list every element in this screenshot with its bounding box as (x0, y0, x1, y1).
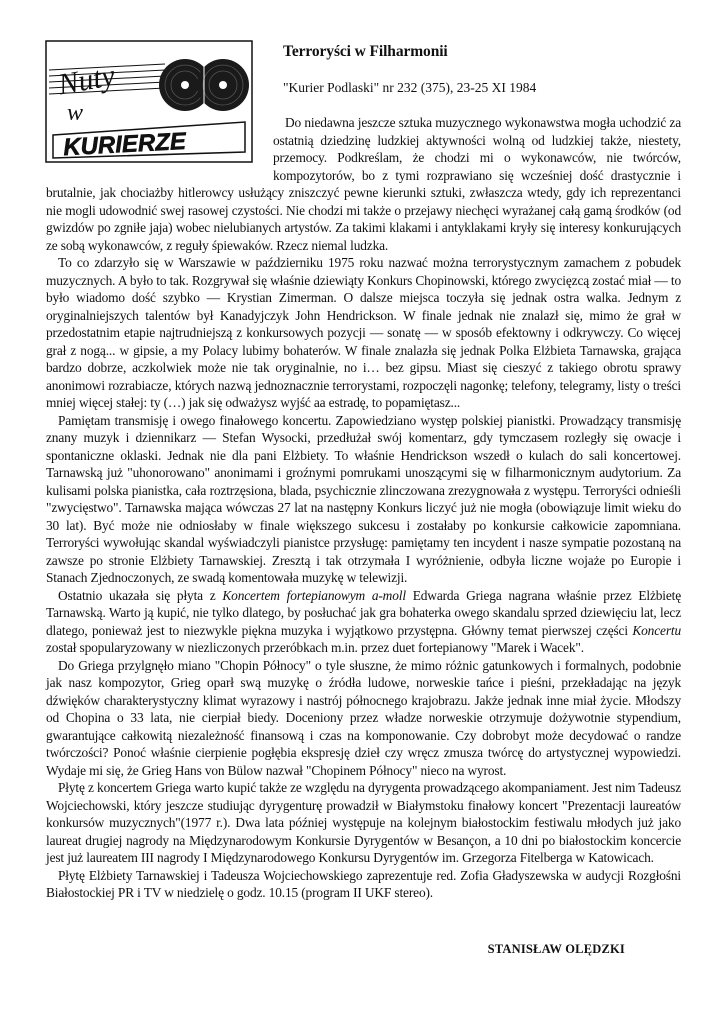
paragraph-text: Płytę z koncertem Griega warto kupić także ze względu na dyrygenta prowadzącego akompaniament. Jest nim Tadeusz Wojciechowski, który jeszcze studiując dyrygenturę prowadził w Białymstoku finałowy koncert "Prezentacji laureatów konkursów muzycznych"(1977 r.). Dwa lata później występuje na kolejnym białostockim festiwalu młodych już jako laureat drugiej nagrody na Międzynarodowym Konkursie Dyrygentów w Besançon, a 10 dni po białostockim koncercie jest już laureatem III nagrody I Międzynarodowego Konkursu Dyrygentów im. Grzegorza Fitelberga w Katowicach. (46, 780, 681, 865)
article-paragraph (46, 657, 681, 780)
paragraph-text: To co zdarzyło się w Warszawie w październiku 1975 roku nazwać można terrorystycznym zamachem z pobudek muzycznych. A było to tak. Rozgrywał się właśnie dziewiąty Konkurs Chopinowski, którego zwycięzcą zostać miał — to było wiadomo dość szybko — Krystian Zimerman. O dalsze miejsca toczyła się jednak ostra walka. Jednym z oryginalniejszych talentów był Kanadyjczyk John Hendrickson. W finale jednak nie znalazł się, mimo że grał w przedostatnim etapie najtrudniejszą z konkursowych pozycji — sonatę — w sposób efektowny i odkrywczy. Co więcej grał z nogą... w gipsie, a my Polacy lubimy bohaterów. W finale znalazła się jednak Polka Elżbieta Tarnawska, grająca bardzo dobrze, aczkolwiek może nie tak oryginalnie, no i… bez gipsu. Miast się cieszyć z takiego obrotu sprawy anonimowi rozrabiacze, których nazwą jednoznacznie terrorystami, rozpoczęli nagonkę; telefony, telegramy, listy o treści mniej więcej stałej: ty (…) jak się odważysz wyjść aa estradę, to popamiętasz... (46, 255, 681, 410)
paragraph-text: Do Griega przylgnęło miano "Chopin Północy" o tyle słuszne, że mimo różnic gatunkowych i formalnych, podobnie jak nasz kompozytor, Grieg oparł swą muzykę o źródła ludowe, norweskie tańce i pieśni, przekładając na język dźwięków charakterystyczny klimat wyrazowy i nastrój północnego krajobrazu. Jakże jednak inne miał życie. Młodszy od Chopina o 33 lata, nie cierpiał biedy. Doceniony przez władze norweskie otrzymuje dożywotnie stypendium, gwarantujące całkowitą niezależność finansową i czas na komponowanie. Czy dobrobyt może decydować o randze twórczości? Ponoć właśnie cierpienie pogłębia ekspresję dzieł czy wręcz zmusza twórcę do artystycznej wypowiedzi. Wydaje mi się, że Grieg Hans von Bülow nazwał "Chopinem Północy" nieco na wyrost. (46, 657, 681, 778)
article-paragraph (46, 587, 681, 657)
article-paragraph (46, 254, 681, 412)
article-body (46, 114, 681, 902)
article-signature: STANISŁAW OLĘDZKI (487, 942, 625, 956)
article-paragraph (46, 867, 681, 902)
paragraph-text: Ostatnio ukazała się płyta z (58, 587, 223, 603)
logo-float-spacer (46, 114, 273, 178)
article-paragraph (46, 779, 681, 867)
article-title: Terroryści w Filharmonii (283, 43, 448, 60)
logo-brand: KURIERZE (62, 127, 187, 162)
paragraph-text: Do niedawna jeszcze sztuka muzycznego wykonawstwa mogła uchodzić za ostatnią dziedzinę ludzkiej aktywności wolną od ludzkiej także, niestety, przemocy. Podkreślam, że chodzi mi o wykonawców, nie twórców, kompozytorów, bo z tymi rozprawiano się wcześniej dość drastycznie i brutalnie, jak chociażby hitlerowcy usłużący zniszczyć pewne kierunki sztuki, zwłaszcza wtedy, gdy ich reprezentanci nie mogli udowodnić swej rasowej czystości. Nie chodzi mi także o przejawy niechęci wyrażanej całą gamą środków (od gwizdów po zgniłe jaja) wobec nielubianych artystów. Za takimi klakami i antyklakami kryły się interesy konkurujących ze sobą wykonawców, z reguły śpiewaków. Rzecz niemal ludzka. (46, 115, 681, 253)
logo-script-line2: w (67, 100, 84, 126)
record-icon (159, 59, 249, 111)
paragraph-text: Pamiętam transmisję i owego finałowego koncertu. Zapowiedziano występ polskiej pianistki. Prowadzący transmisję znany muzyk i dziennikarz — Stefan Wysocki, przedłużał swój komentarz, gdy tymczasem rozległy się owacje i spontaniczne oklaski. Jednak nie dla pani Elżbiety. To właśnie Hendrickson wszedł o kulach do sali koncertowej. Tarnawską już "uhonorowano" anonimami i groźnymi pomrukami unoszącymi się w filharmonicznym audytorium. Za kulisami polska pianistka, cała roztrzęsiona, blada, psychicznie zlinczowana zrezygnowała z występu. Terroryści odnieśli "zwycięstwo". Tarnawska mająca wówczas 27 lat na następny Konkurs liczyć już nie mogła (obowiązuje limit wieku do 30 lat). Być może nie odniosłaby w finale większego sukcesu i zostałaby po konkursie całkowicie zapomniana. Terroryści wywołując skandal wyświadczyli pianistce przysługę: pamiętamy ten incydent i nasze sympatie pozostaną na zawsze po stronie Elżbiety Tarnawskiej. Zresztą i tak otrzymała I wyróżnienie, odbyła liczne wojaże po Europie i Stanach Zjednoczonych, ze swadą komentowała muzykę w telewizji. (46, 412, 681, 585)
paragraph-text: został spopularyzowany w niezliczonych przeróbkach m.in. przez duet fortepianowy "Marek i Wacek". (46, 640, 584, 655)
article-source: "Kurier Podlaski" nr 232 (375), 23-25 XI 1984 (283, 80, 537, 95)
paragraph-text: Edwarda Griega nagrana właśnie przez Elżbietę Tarnawską. Warto ją kupić, nie tylko dlatego, by posłuchać jak gra bohaterka owego skandalu sprzed dziewięciu lat, lecz dlatego, ponieważ jest to niezwykle piękna muzyka i wyjątkowo przystępna. Główny temat pierwszej części (46, 587, 682, 638)
logo-script-line1: Nuty (55, 58, 118, 102)
paragraph-text: Płytę Elżbiety Tarnawskiej i Tadeusza Wojciechowskiego zaprezentuje red. Zofia Gładyszewska w audycji Rozgłośni Białostockiej PR i TV w niedzielę o godz. 10.15 (program II UKF stereo). (46, 867, 681, 900)
italic-phrase: Koncertu (632, 622, 681, 638)
article-paragraph (46, 412, 681, 587)
italic-phrase: Koncertem fortepianowym a-moll (222, 587, 406, 603)
